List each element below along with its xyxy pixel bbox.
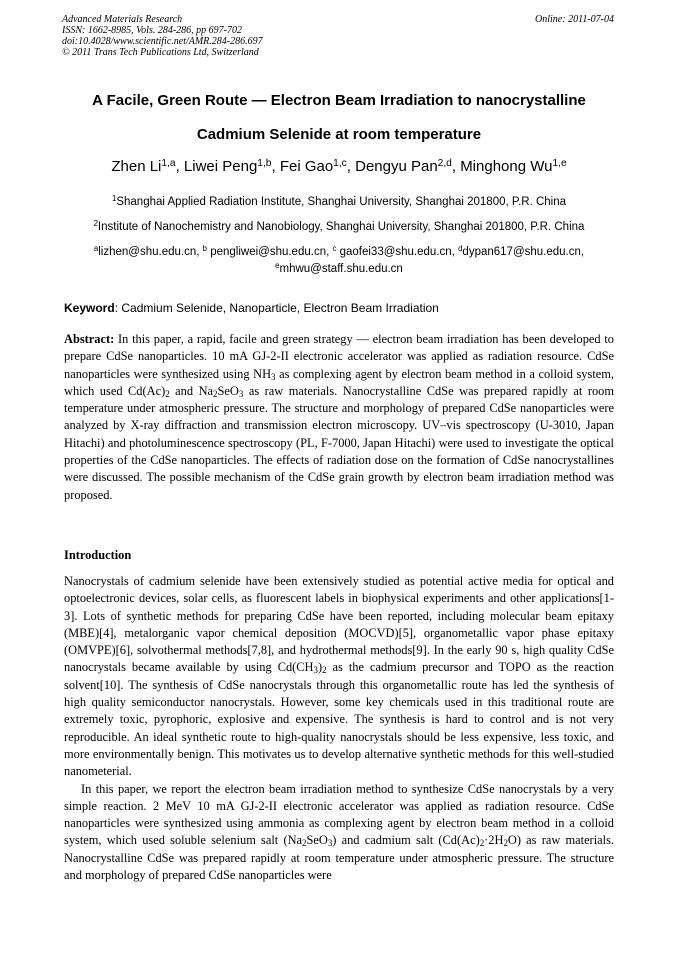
abstract-label: Abstract: xyxy=(64,332,115,346)
author-sup: 1,b xyxy=(257,157,272,169)
email-sup: c xyxy=(332,244,337,254)
paper-title-line1: A Facile, Green Route — Electron Beam Irradiation to nanocrystalline xyxy=(92,92,586,109)
intro-paragraph-1: Nanocrystals of cadmium selenide have been extensively studied as potential active media for optical and optoelectronic devices, solar cells, as fluorescent labels in biophysical experiments and other applications[1-3]. Lots of synthetic methods for preparing CdSe have been reported, including molecular beam epitaxy (MBE)[4], metalorganic vapor chemical deposition (MOCVD)[5], organometallic vapor phase epitaxy (OMVPE)[6], solvothermal methods[7,8], and hydrothermal methods[9]. In the early 90 s, high quality CdSe nanocrystals became available by using $Cd(CH_3)_2$ as the cadmium precursor and TOPO as the reaction solvent[10]. The synthesis of CdSe nanocrystals through this organometallic route has led the synthesis of high quality semiconductor nanocrystals. However, some key chemicals used in this traditional route are extremely toxic, pyrophoric, explosive and expensive. The synthesis is hard to control and is not very reproducible. An ideal synthetic route to high-quality nanocrystals should be less expensive, less toxic, and more environmentally benign. This motivates us to develop alternative synthetic methods for this well-studied nanometerial. xyxy=(64,574,615,779)
intro-paragraph-2: In this paper, we report the electron beam irradiation method to synthesize CdSe nanocrystals by a very simple reaction. 2 MeV 10 mA GJ-2-II electronic accelerator was applied as radiation resource. CdSe nanoparticles were synthesized using ammonia as complexing agent by electron beam method in a colloid system, which used soluble selenium salt $(Na_2SeO_3)$ and cadmium salt $(Cd(Ac)_2\cdot 2H_2O)$ as raw materials. Nanocrystalline CdSe was prepared rapidly at room temperature under atmospheric pressure. The structure and morphology of prepared CdSe nanoparticles were xyxy=(64,781,614,883)
abstract: Abstract: In this paper, a rapid, facile and green strategy — electron beam irradiation has been developed to prepare CdSe nanoparticles. 10 mA GJ-2-II electronic accelerator was applied as radiation resource. CdSe nanoparticles were synthesized using $NH_3$ as complexing agent by electron beam method in a colloid system, which used $Cd(Ac)_2$ and $Na_2SeO_3$ as raw materials. Nanocrystalline CdSe was prepared rapidly at room temperature under atmospheric pressure. The structure and morphology of prepared CdSe nanoparticles were analyzed by X-ray diffraction and transmission electron microscopy. UV–vis spectroscopy (U-3010, Japan Hitachi) and photoluminescence spectroscopy (PL, F-7000, Japan Hitachi) were used to investigate the optical properties of the CdSe nanoparticles. The effects of radiation dose on the formation of CdSe nanocrystallines were discussed. The possible mechanism of the CdSe grain growth by electron beam irradiation method was proposed. xyxy=(64,332,614,502)
affiliation-sup: 2 xyxy=(93,219,98,229)
author-list: Zhen Li$^{1,a}$, Liwei Peng$^{1,b}$, Fei Gao$^{1,c}$, Dengyu Pan$^{2,d}$, Minghong Wu$^{1,e}$ xyxy=(111,157,567,175)
email-line-2 xyxy=(20,263,658,275)
email-address: dypan617@shu.edu.cn xyxy=(462,246,581,258)
keywords xyxy=(64,301,624,315)
email-sup: b xyxy=(202,244,207,254)
email-sup: a xyxy=(93,244,99,254)
copyright-line: © 2011 Trans Tech Publications Ltd, Switzerland xyxy=(62,47,259,58)
keyword-label: Keyword xyxy=(64,301,115,315)
doi-line: doi:10.4028/www.scientific.net/AMR.284-286.697 xyxy=(62,36,263,47)
paper-title-line2: Cadmium Selenide at room temperature xyxy=(196,126,482,143)
affiliation-text: Shanghai Applied Radiation Institute, Shanghai University, Shanghai 201800, P.R. China xyxy=(116,196,567,208)
author-name: Fei Gao xyxy=(279,158,334,175)
affiliation-sup: 1 xyxy=(111,194,117,204)
author-sup: 1,e xyxy=(552,157,567,169)
journal-header xyxy=(62,14,614,58)
online-date: Online: 2011-07-04 xyxy=(535,14,614,25)
author-name: Zhen Li xyxy=(111,158,162,175)
introduction-heading: Introduction xyxy=(64,548,132,562)
journal-name: Advanced Materials Research xyxy=(62,14,183,25)
affiliation-2 xyxy=(20,221,658,233)
author-sup: 1,a xyxy=(161,157,176,169)
email-address: lizhen@shu.edu.cn xyxy=(98,246,197,258)
email-address: pengliwei@shu.edu.cn xyxy=(210,246,327,258)
keyword-text: : Cadmium Selenide, Nanoparticle, Electron Beam Irradiation xyxy=(114,301,439,315)
email-sup: e xyxy=(275,261,280,271)
author-name: Liwei Peng xyxy=(183,158,258,175)
issn-line: ISSN: 1662-8985, Vols. 284-286, pp 697-702 xyxy=(62,25,242,36)
introduction-body xyxy=(64,573,614,884)
author-sup: 2,d xyxy=(437,157,452,169)
affiliation-1 xyxy=(20,196,658,208)
email-address: gaofei33@shu.edu.cn xyxy=(339,246,452,258)
author-name: Minghong Wu xyxy=(460,158,553,175)
affiliation-text: Institute of Nanochemistry and Nanobiology, Shanghai University, Shanghai 201800, P.R. China xyxy=(97,221,585,233)
author-name: Dengyu Pan xyxy=(355,158,438,175)
email-sup: d xyxy=(458,244,463,254)
email-address: mhwu@staff.shu.edu.cn xyxy=(279,263,403,275)
email-line-1: $^a$lizhen@shu.edu.cn, $^b$ pengliwei@shu.edu.cn, $^c$ gaofei33@shu.edu.cn, $^d$dypan617@shu.edu.cn, xyxy=(93,244,585,258)
author-sup: 1,c xyxy=(333,157,347,169)
